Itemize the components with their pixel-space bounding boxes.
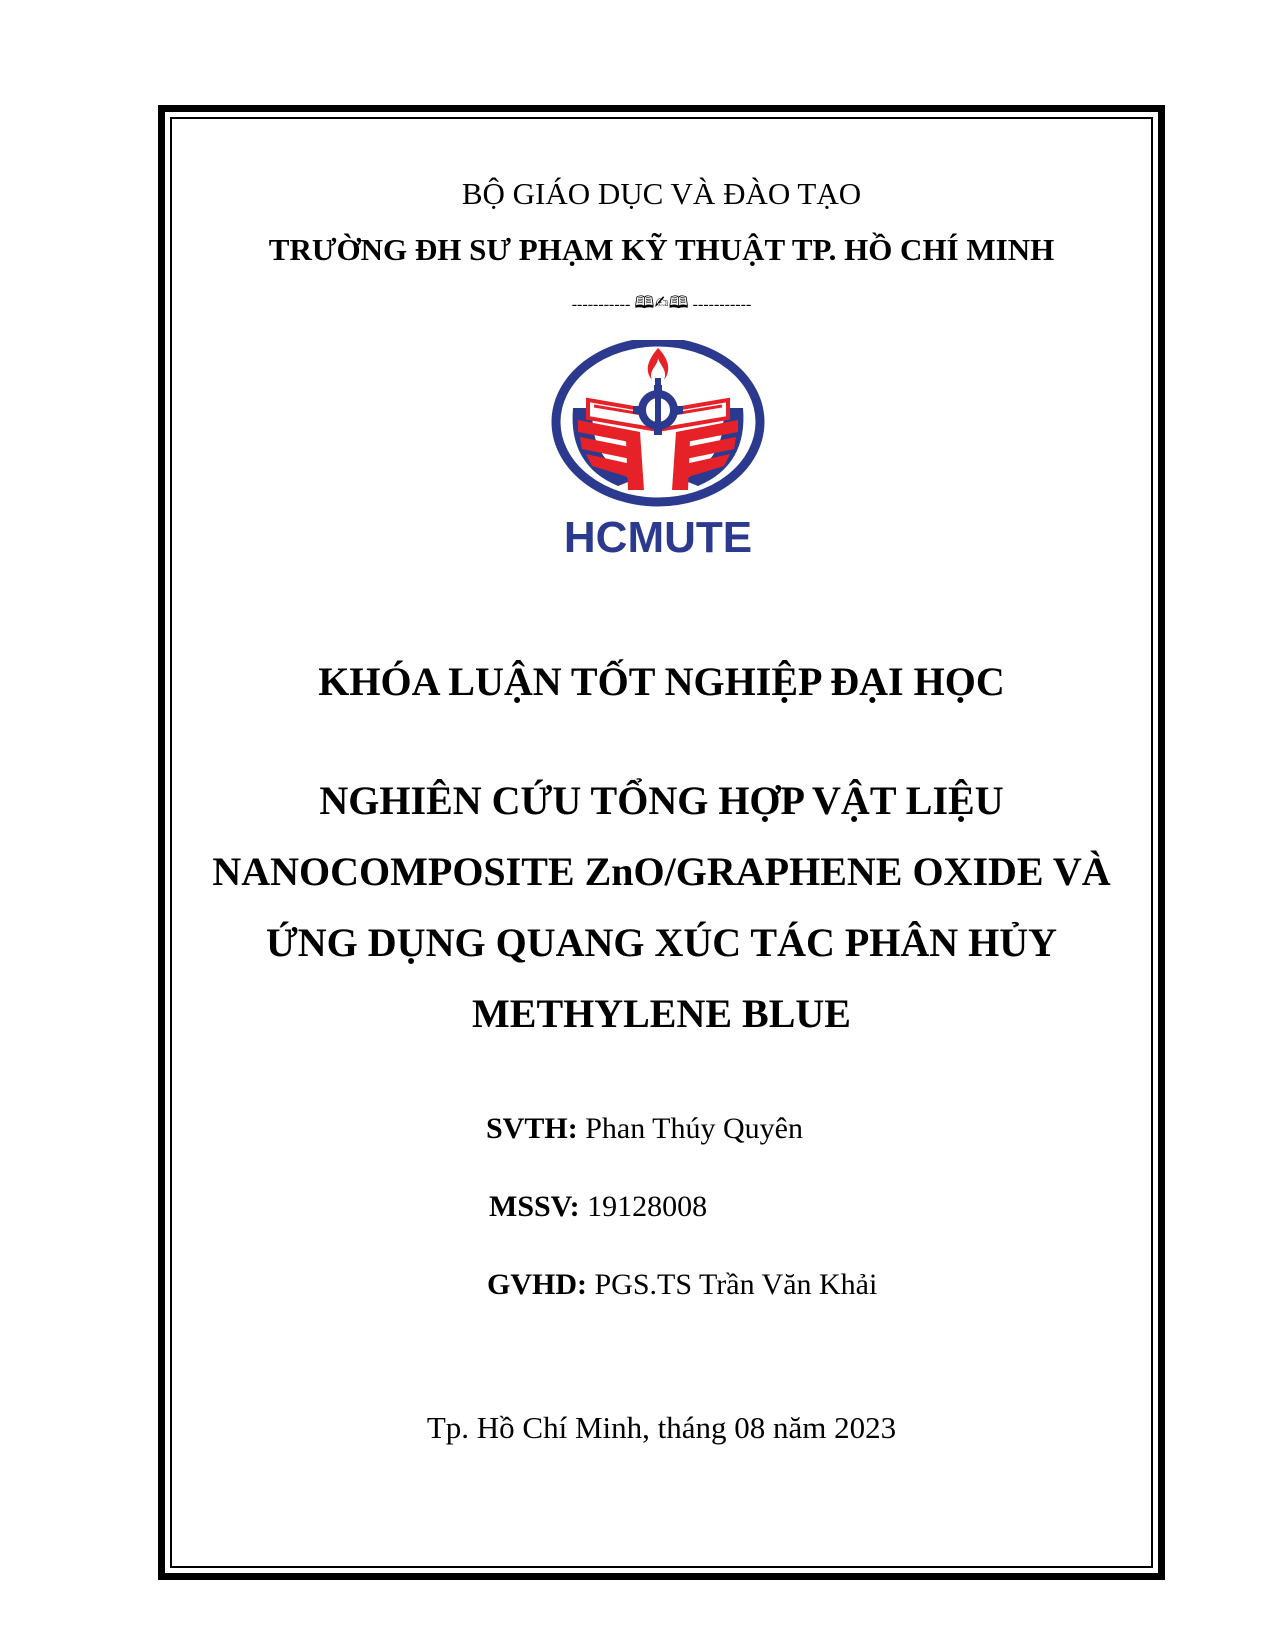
thesis-type: KHÓA LUẬN TỐT NGHIỆP ĐẠI HỌC [318, 659, 1005, 704]
student-label: SVTH: [486, 1112, 578, 1145]
book-pen-icon: 🕮✍🕮 [634, 293, 689, 313]
student-name: Phan Thúy Quyên [585, 1112, 803, 1145]
thesis-title-line: METHYLENE BLUE [472, 991, 851, 1036]
advisor-name: PGS.TS Trần Văn Khải [594, 1268, 878, 1301]
place-date: Tp. Hồ Chí Minh, tháng 08 năm 2023 [426, 1410, 897, 1445]
thesis-title-line: NGHIÊN CỨU TỔNG HỢP VẬT LIỆU [319, 778, 1004, 823]
student-info [486, 1112, 803, 1146]
university-name: TRƯỜNG ĐH SƯ PHẠM KỸ THUẬT TP. HỒ CHÍ MINH [268, 232, 1055, 267]
decorative-separator [158, 290, 1165, 319]
thesis-title-line: NANOCOMPOSITE ZnO/GRAPHENE OXIDE VÀ [212, 849, 1111, 894]
student-id-info [489, 1190, 707, 1224]
student-id-value: 19128008 [587, 1190, 708, 1223]
separator-dashes-right: ----------- [692, 295, 752, 313]
hcmute-logo [548, 340, 768, 580]
student-id-label: MSSV: [489, 1190, 580, 1223]
thesis-title [158, 765, 1165, 1049]
thesis-title-line: ỨNG DỤNG QUANG XÚC TÁC PHÂN HỦY [265, 920, 1058, 965]
advisor-label: GVHD: [487, 1268, 587, 1301]
logo-text: HCMUTE [563, 513, 753, 562]
separator-dashes-left: ----------- [571, 295, 631, 313]
ministry-name: BỘ GIÁO DỤC VÀ ĐÀO TẠO [461, 176, 862, 211]
advisor-info [487, 1268, 877, 1302]
